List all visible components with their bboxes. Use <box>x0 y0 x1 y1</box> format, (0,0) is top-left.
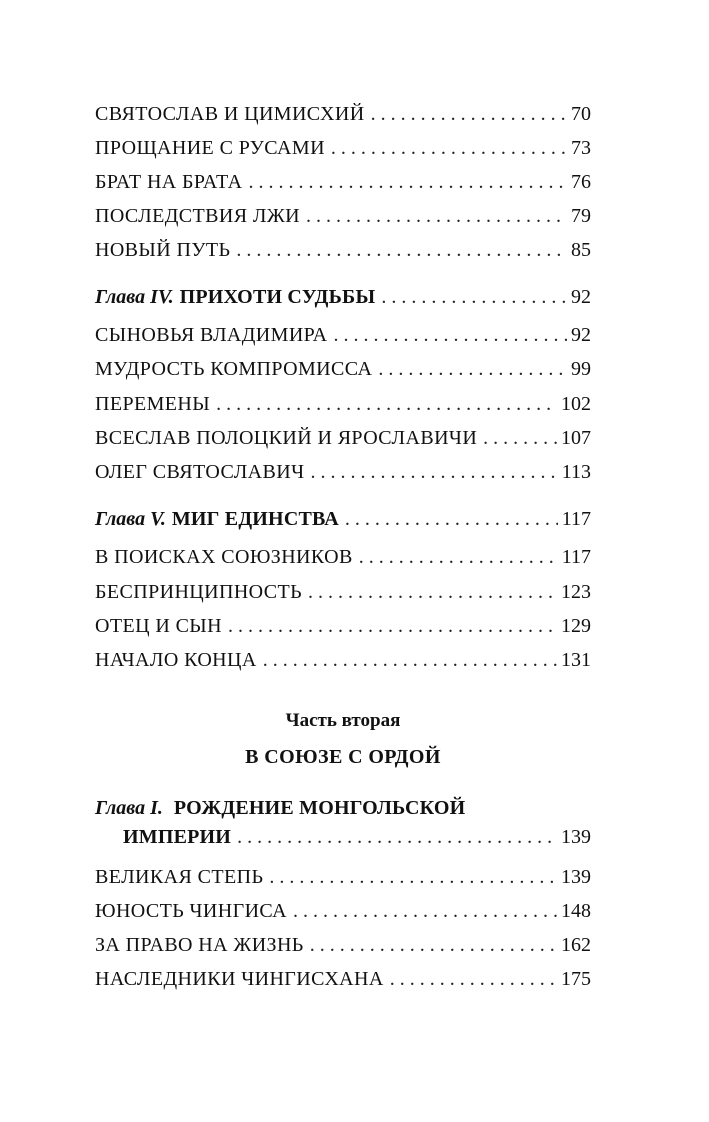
toc-entry-title: ПЕРЕМЕНЫ <box>95 393 211 415</box>
toc-entry-page: 113 <box>561 461 591 483</box>
toc-entry <box>95 612 591 640</box>
toc-entry <box>95 355 591 383</box>
toc-entry-page: 162 <box>561 934 591 956</box>
toc-entry <box>95 897 591 925</box>
toc-entry-title: ВСЕСЛАВ ПОЛОЦКИЙ И ЯРОСЛАВИЧИ <box>95 427 478 449</box>
chapter-heading-continuation <box>123 823 591 851</box>
chapter-title: РОЖДЕНИЕ МОНГОЛЬСКОЙ <box>173 797 466 819</box>
toc-entry-page: 92 <box>571 324 591 346</box>
dot-leader <box>269 863 557 891</box>
toc-entry <box>95 578 591 606</box>
toc-entry <box>95 543 591 571</box>
toc-entry-title: БРАТ НА БРАТА <box>95 171 243 193</box>
dot-leader <box>236 236 567 264</box>
toc-entry-title: ПРОЩАНИЕ С РУСАМИ <box>95 137 325 159</box>
chapter-number: Глава V. <box>95 508 166 530</box>
dot-leader <box>308 578 557 606</box>
toc-entry-title: БЕСПРИНЦИПНОСТЬ <box>95 581 302 603</box>
toc-entry-page: 85 <box>571 239 591 261</box>
toc-entry <box>95 168 591 196</box>
toc-entry-title: ОТЕЦ И СЫН <box>95 615 222 637</box>
toc-entry <box>95 390 591 418</box>
dot-leader <box>310 931 557 959</box>
toc-entry <box>95 646 591 674</box>
toc-entry <box>95 321 591 349</box>
chapter-page: 92 <box>571 286 591 308</box>
toc-entry-page: 73 <box>571 137 591 159</box>
toc-entry <box>95 458 591 486</box>
toc-entry-page: 139 <box>561 866 591 888</box>
toc-entry-page: 129 <box>561 615 591 637</box>
toc-entry <box>95 965 591 993</box>
dot-leader <box>345 505 558 533</box>
toc-entry-title: ЗА ПРАВО НА ЖИЗНЬ <box>95 934 304 956</box>
toc-entry-page: 99 <box>571 358 591 380</box>
toc-entry <box>95 100 591 128</box>
toc-entry-page: 102 <box>561 393 591 415</box>
toc-entry-page: 131 <box>561 649 591 671</box>
toc-entry-title: ОЛЕГ СВЯТОСЛАВИЧ <box>95 461 305 483</box>
chapter-number: Глава I. <box>95 797 163 819</box>
chapter-title: ПРИХОТИ СУДЬБЫ <box>179 286 376 308</box>
dot-leader <box>359 543 558 571</box>
toc-entry <box>95 134 591 162</box>
chapter-heading <box>95 794 591 822</box>
toc-entry-page: 175 <box>561 968 591 990</box>
dot-leader <box>483 424 557 452</box>
toc-entry-title: В ПОИСКАХ СОЮЗНИКОВ <box>95 546 353 568</box>
table-of-contents <box>95 0 591 1122</box>
dot-leader <box>228 612 557 640</box>
toc-entry-title: НАЧАЛО КОНЦА <box>95 649 257 671</box>
chapter-page: 139 <box>561 826 591 848</box>
toc-entry <box>95 424 591 452</box>
toc-entry-page: 117 <box>561 546 591 568</box>
toc-entry-title: СЫНОВЬЯ ВЛАДИМИРА <box>95 324 328 346</box>
toc-entry-page: 76 <box>571 171 591 193</box>
dot-leader <box>263 646 557 674</box>
chapter-title: МИГ ЕДИНСТВА <box>171 508 339 530</box>
chapter-page: 117 <box>561 508 591 530</box>
dot-leader <box>331 134 567 162</box>
toc-entry-page: 123 <box>561 581 591 603</box>
toc-entry <box>95 202 591 230</box>
chapter-number: Глава IV. <box>95 286 174 308</box>
dot-leader <box>390 965 557 993</box>
dot-leader <box>378 355 567 383</box>
dot-leader <box>381 283 567 311</box>
dot-leader <box>311 458 558 486</box>
toc-entry <box>95 236 591 264</box>
toc-entry <box>95 863 591 891</box>
part-title: В СОЮЗЕ С ОРДОЙ <box>245 746 441 768</box>
toc-entry-title: СВЯТОСЛАВ И ЦИМИСХИЙ <box>95 103 365 125</box>
dot-leader <box>371 100 567 128</box>
toc-entry-title: НОВЫЙ ПУТЬ <box>95 239 231 261</box>
dot-leader <box>293 897 557 925</box>
toc-entry-page: 107 <box>561 427 591 449</box>
dot-leader <box>333 321 567 349</box>
toc-entry-title: НАСЛЕДНИКИ ЧИНГИСХАНА <box>95 968 384 990</box>
toc-entry-title: ЮНОСТЬ ЧИНГИСА <box>95 900 288 922</box>
dot-leader <box>216 390 557 418</box>
dot-leader <box>248 168 567 196</box>
toc-entry-title: ПОСЛЕДСТВИЯ ЛЖИ <box>95 205 301 227</box>
chapter-heading <box>95 505 591 533</box>
dot-leader <box>306 202 567 230</box>
dot-leader <box>237 823 557 851</box>
chapter-heading <box>95 283 591 311</box>
toc-entry <box>95 931 591 959</box>
toc-entry-page: 148 <box>561 900 591 922</box>
toc-entry-page: 79 <box>571 205 591 227</box>
part-label: Часть вторая <box>285 710 401 731</box>
chapter-title-continued: ИМПЕРИИ <box>123 826 232 848</box>
toc-entry-page: 70 <box>571 103 591 125</box>
toc-entry-title: ВЕЛИКАЯ СТЕПЬ <box>95 866 264 888</box>
toc-entry-title: МУДРОСТЬ КОМПРОМИССА <box>95 358 373 380</box>
